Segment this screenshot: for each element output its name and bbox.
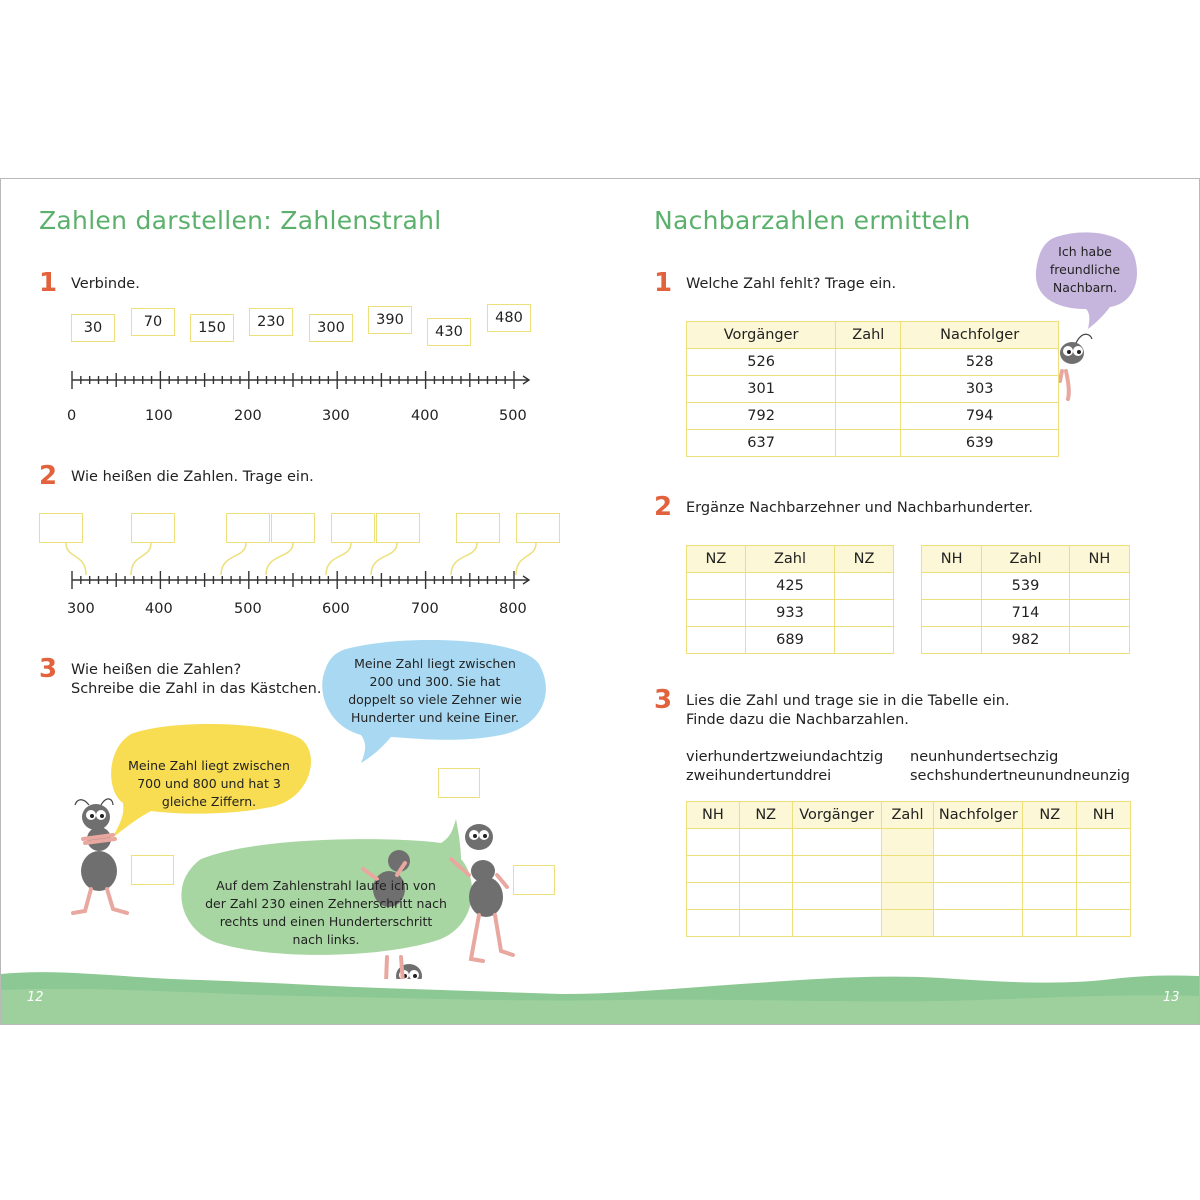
answer-cell[interactable] <box>1069 600 1129 627</box>
number-box[interactable]: 300 <box>309 314 353 342</box>
table-row <box>687 883 1131 910</box>
answer-box[interactable] <box>39 513 83 543</box>
answer-cell[interactable] <box>922 573 982 600</box>
table-header: NZ <box>739 802 792 829</box>
task2-instruction: Wie heißen die Zahlen. Trage ein. <box>71 469 314 485</box>
table-header: Vorgänger <box>687 322 836 349</box>
number-box[interactable]: 230 <box>249 308 293 336</box>
table-row: 714 <box>922 600 1130 627</box>
nh-table <box>921 545 1130 654</box>
number-line-0-500 <box>61 364 541 394</box>
neighbors-table <box>686 801 1131 937</box>
right-task3-instruction-2: Finde dazu die Nachbarzahlen. <box>686 712 909 728</box>
right-task2-instruction: Ergänze Nachbarzehner und Nachbarhunderter. <box>686 500 1034 516</box>
number-box[interactable]: 390 <box>368 306 412 334</box>
answer-box[interactable] <box>456 513 500 543</box>
bubble-green-text: Auf dem Zahlenstrahl laufe ich von der Zahl 230 einen Zehnerschritt nach rechts und einen Hunderterschritt nach links. <box>205 878 447 947</box>
answer-cell[interactable] <box>687 627 746 654</box>
answer-cell[interactable] <box>922 600 982 627</box>
table-header: NH <box>1077 802 1131 829</box>
axis-label: 500 <box>234 601 262 617</box>
right-task2-number: 2 <box>654 492 673 522</box>
left-page-title: Zahlen darstellen: Zahlenstrahl <box>39 206 442 235</box>
answer-box[interactable] <box>226 513 270 543</box>
answer-box[interactable] <box>331 513 375 543</box>
answer-box[interactable] <box>131 855 174 885</box>
table-header: Zahl <box>881 802 934 829</box>
table-row: 539 <box>922 573 1130 600</box>
answer-box[interactable] <box>376 513 420 543</box>
answer-cell[interactable] <box>835 627 894 654</box>
table-row <box>687 829 1131 856</box>
number-word: sechshundertneunundneunzig <box>910 768 1130 784</box>
answer-box[interactable] <box>131 513 175 543</box>
task1-instruction: Verbinde. <box>71 276 140 292</box>
table-header: NZ <box>687 546 746 573</box>
table-row: 792 794 <box>687 403 1059 430</box>
predecessor-successor-table <box>686 321 1059 457</box>
axis-label: 200 <box>234 408 262 424</box>
right-page-title: Nachbarzahlen ermitteln <box>654 206 971 235</box>
task3-instruction-1: Wie heißen die Zahlen? <box>71 662 242 678</box>
axis-label: 400 <box>411 408 439 424</box>
right-task1-instruction: Welche Zahl fehlt? Trage ein. <box>686 276 897 292</box>
table-row: 425 <box>687 573 894 600</box>
table-header: Zahl <box>745 546 834 573</box>
answer-cell[interactable] <box>1069 573 1129 600</box>
table-row <box>687 910 1131 937</box>
answer-box[interactable] <box>438 768 480 798</box>
axis-label: 600 <box>322 601 350 617</box>
answer-cell[interactable] <box>835 573 894 600</box>
axis-label: 0 <box>67 408 77 424</box>
table-row: 689 <box>687 627 894 654</box>
table-row: 933 <box>687 600 894 627</box>
number-word: vierhundertzweiundachtzig <box>686 749 884 765</box>
ant-peeking <box>1060 334 1092 399</box>
axis-label: 300 <box>322 408 350 424</box>
number-box[interactable]: 70 <box>131 308 175 336</box>
table-header: Nachfolger <box>901 322 1059 349</box>
table-header: NZ <box>1023 802 1077 829</box>
axis-label: 500 <box>499 408 527 424</box>
answer-box[interactable] <box>516 513 560 543</box>
answer-box[interactable] <box>513 865 555 895</box>
answer-cell[interactable] <box>687 573 746 600</box>
table-header: Nachfolger <box>934 802 1023 829</box>
table-header: Zahl <box>836 322 901 349</box>
number-word: zweihundertunddrei <box>686 768 832 784</box>
axis-label: 100 <box>145 408 173 424</box>
workbook-spread <box>0 178 1200 1025</box>
answer-cell[interactable] <box>836 403 901 430</box>
number-line-300-800 <box>61 564 541 594</box>
number-box[interactable]: 430 <box>427 318 471 346</box>
right-task3-instruction-1: Lies die Zahl und trage sie in die Tabelle ein. <box>686 693 1010 709</box>
answer-cell[interactable] <box>836 376 901 403</box>
page-number-left: 12 <box>27 990 44 1005</box>
task2-number: 2 <box>39 461 58 491</box>
table-row <box>687 856 1131 883</box>
axis-label: 700 <box>411 601 439 617</box>
axis-label: 300 <box>67 601 95 617</box>
table-row: 982 <box>922 627 1130 654</box>
ant-character-left <box>73 799 127 913</box>
number-line-labels <box>1 600 601 620</box>
bubble-yellow-text: Meine Zahl liegt zwischen 700 und 800 und hat 3 gleiche Ziffern. <box>128 758 290 809</box>
nz-table <box>686 545 894 654</box>
answer-cell[interactable] <box>836 430 901 457</box>
task3-number: 3 <box>39 654 58 684</box>
answer-cell[interactable] <box>687 600 746 627</box>
table-header: Vorgänger <box>792 802 881 829</box>
number-box[interactable]: 150 <box>190 314 234 342</box>
bubble-blue-text: Meine Zahl liegt zwischen 200 und 300. Sie hat doppelt so viele Zehner wie Hunderter und keine Einer. <box>348 656 522 725</box>
table-header: NH <box>1069 546 1129 573</box>
number-word: neunhundertsechzig <box>910 749 1059 765</box>
axis-label: 800 <box>499 601 527 617</box>
table-header: NH <box>922 546 982 573</box>
green-hills-footer <box>1 964 1199 1024</box>
page-number-right: 13 <box>1163 990 1180 1005</box>
right-task1-number: 1 <box>654 268 673 298</box>
task3-instruction-2: Schreibe die Zahl in das Kästchen. <box>71 681 322 697</box>
table-header: NH <box>687 802 740 829</box>
table-row: 301 303 <box>687 376 1059 403</box>
task1-number: 1 <box>39 268 58 298</box>
axis-label: 400 <box>145 601 173 617</box>
right-task3-number: 3 <box>654 685 673 715</box>
table-row: 637 639 <box>687 430 1059 457</box>
table-header: NZ <box>835 546 894 573</box>
number-box[interactable]: 30 <box>71 314 115 342</box>
table-header: Zahl <box>982 546 1070 573</box>
number-line-labels <box>1 407 601 427</box>
answer-box[interactable] <box>271 513 315 543</box>
answer-cell[interactable] <box>922 627 982 654</box>
table-row: 526 528 <box>687 349 1059 376</box>
answer-cell[interactable] <box>835 600 894 627</box>
answer-cell[interactable] <box>836 349 901 376</box>
number-box[interactable]: 480 <box>487 304 531 332</box>
answer-cell[interactable] <box>1069 627 1129 654</box>
bubble-purple-text: Ich habe freundliche Nachbarn. <box>1049 244 1121 295</box>
